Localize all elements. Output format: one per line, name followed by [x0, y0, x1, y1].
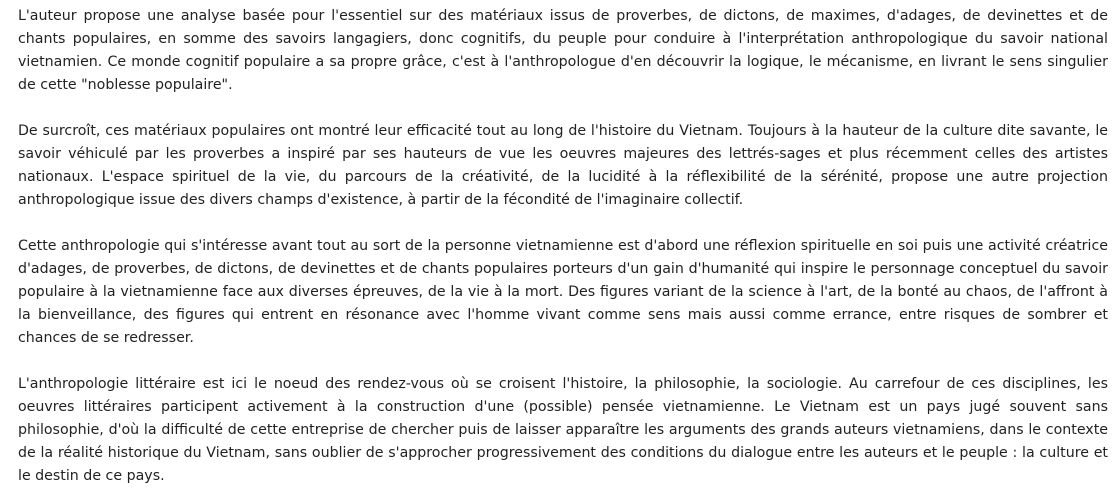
paragraph-4: L'anthropologie littéraire est ici le noeud des rendez-vous où se croisent l'histoire, la philosophie, la sociologie. Au carrefour de ces disciplines, les oeuvres littéraires participent activement à la construction d'une (possible) pensée vietnamienne. Le Vietnam est un pays jugé souvent sans philosophie, d'où la difficulté de cette entreprise de chercher puis de laisser apparaître les arguments des grands auteurs vietnamiens, dans le contexte de la réalité historique du Vietnam, sans oublier de s'approcher progressivement des conditions du dialogue entre les auteurs et le peuple : la culture et le destin de ce pays. [18, 376, 1108, 484]
paragraph-2: De surcroît, ces matériaux populaires ont montré leur efficacité tout au long de l'histoire du Vietnam. Toujours à la hauteur de la culture dite savante, le savoir véhiculé par les proverbes a inspiré par ses hauteurs de vue les oeuvres majeures des lettrés-sages et plus récemment celles des artistes nationaux. L'espace spirituel de la vie, du parcours de la créativité, de la lucidité à la réflexibilité de la sérénité, propose une autre projection anthropologique issue des divers champs d'existence, à partir de la fécondité de l'imaginaire collectif. [18, 123, 1108, 208]
paragraph-3: Cette anthropologie qui s'intéresse avant tout au sort de la personne vietnamienne est d'abord une réflexion spirituelle en soi puis une activité créatrice d'adages, de proverbes, de dictons, de devinettes et de chants populaires porteurs d'un gain d'humanité qui inspire le personnage conceptuel du savoir populaire à la vietnamienne face aux diverses épreuves, de la vie à la mort. Des figures variant de la science à l'art, de la bonté au chaos, de l'affront à la bienveillance, des figures qui entrent en résonance avec l'homme vivant comme sens mais aussi comme errance, entre risques de sombrer et chances de se redresser. [18, 238, 1108, 346]
paragraph-1: L'auteur propose une analyse basée pour l'essentiel sur des matériaux issus de proverbes, de dictons, de maximes, d'adages, de devinettes et de chants populaires, en somme des savoirs langagiers, donc cognitifs, du peuple pour conduire à l'interprétation anthropologique du savoir national vietnamien. Ce monde cognitif populaire a sa propre grâce, c'est à l'anthropologue d'en découvrir la logique, le mécanisme, en livrant le sens singulier de cette "noblesse populaire". [18, 8, 1108, 93]
